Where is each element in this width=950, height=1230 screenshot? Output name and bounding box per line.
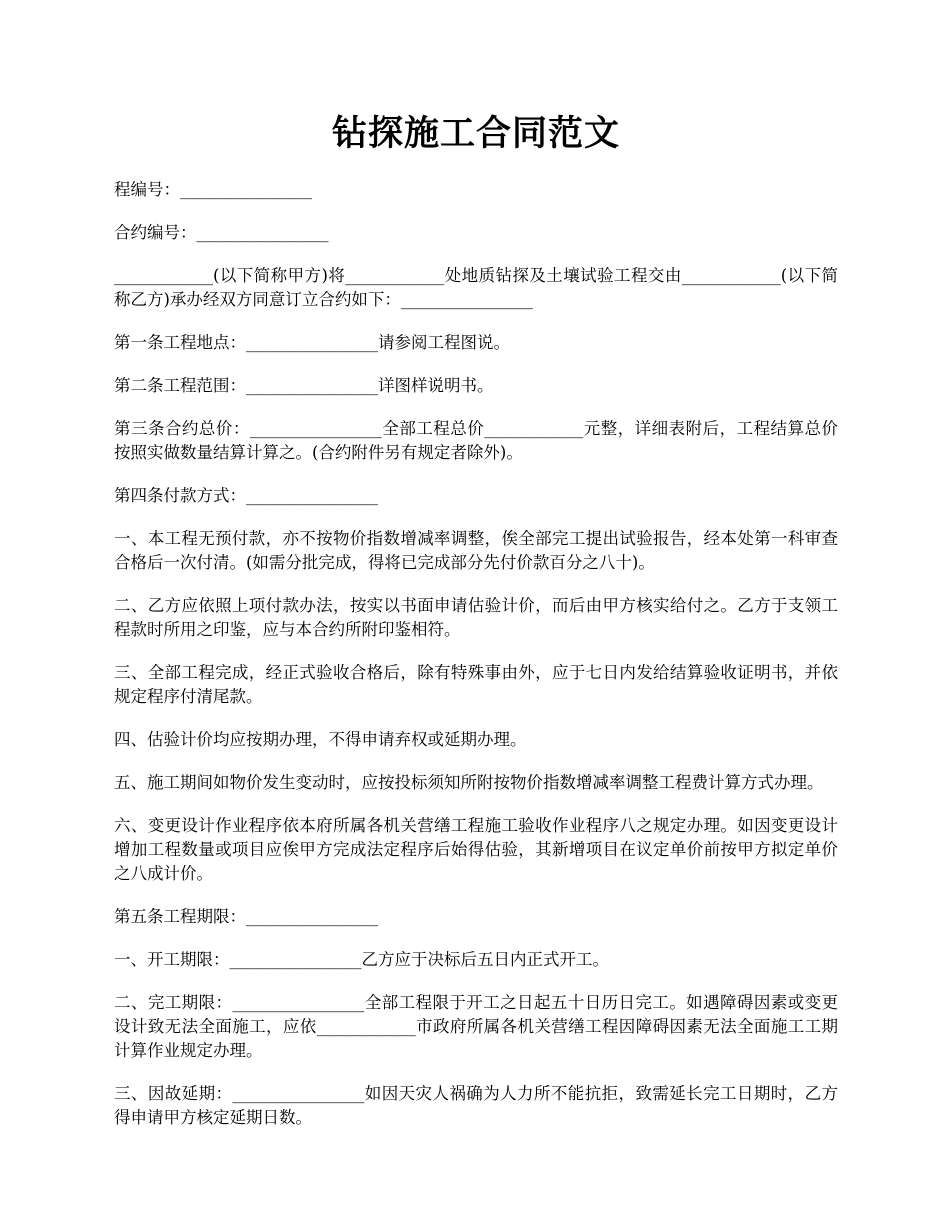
payment-clause-6: 六、变更设计作业程序依本府所属各机关营缮工程施工验收作业程序八之规定办理。如因变更设计增加工程数量或项目应俟甲方完成法定程序后始得估验，其新增项目在议定单价前按甲方拟定单价之八成计价。	[114, 816, 838, 883]
document-title: 钻探施工合同范文	[331, 113, 620, 154]
article-1-location: 第一条工程地点：________________请参阅工程图说。	[114, 333, 510, 352]
duration-clause-3: 三、因故延期：________________如因天灾人祸确为人力所不能抗拒，致需延长完工日期时，乙方得申请甲方核定延期日数。	[114, 1084, 838, 1127]
contract-number-line: 合约编号：________________	[114, 223, 329, 242]
project-number-line: 程编号：________________	[114, 180, 312, 199]
payment-clause-3: 三、全部工程完成，经正式验收合格后，除有特殊事由外，应于七日内发给结算验收证明书，并依规定程序付清尾款。	[114, 663, 838, 706]
payment-clause-4: 四、估验计价均应按期办理，不得申请弃权或延期办理。	[114, 730, 527, 749]
duration-clause-1: 一、开工期限：________________乙方应于决标后五日内正式开工。	[114, 950, 609, 969]
payment-clause-5: 五、施工期间如物价发生变动时，应按投标须知所附按物价指数增减率调整工程费计算方式办理。	[114, 773, 824, 792]
parties-intro-paragraph: ____________(以下简称甲方)将____________处地质钻探及土壤试验工程交由____________(以下简称乙方)承办经双方同意订立合约如下：________________	[114, 266, 838, 309]
article-3-total-price: 第三条合约总价：________________全部工程总价____________元整，详细表附后，工程结算总价按照实做数量结算计算之。(合约附件另有规定者除外)。	[114, 419, 838, 462]
payment-clause-1: 一、本工程无预付款，亦不按物价指数增减率调整，俟全部完工提出试验报告，经本处第一科审查合格后一次付清。(如需分批完成，得将已完成部分先付价款百分之八十)。	[114, 529, 838, 572]
article-2-scope: 第二条工程范围：________________详图样说明书。	[114, 376, 494, 395]
article-4-payment: 第四条付款方式：________________	[114, 486, 378, 505]
payment-clause-2: 二、乙方应依照上项付款办法，按实以书面申请估验计价，而后由甲方核实给付之。乙方于支领工程款时所用之印鉴，应与本合约所附印鉴相符。	[114, 596, 838, 639]
article-5-duration: 第五条工程期限：________________	[114, 907, 378, 926]
duration-clause-2: 二、完工期限：________________全部工程限于开工之日起五十日历日完工。如遇障碍因素或变更设计致无法全面施工，应依____________市政府所属各机关营缮工程因障碍因素无法全面施工工期计算作业规定办理。	[114, 993, 838, 1060]
